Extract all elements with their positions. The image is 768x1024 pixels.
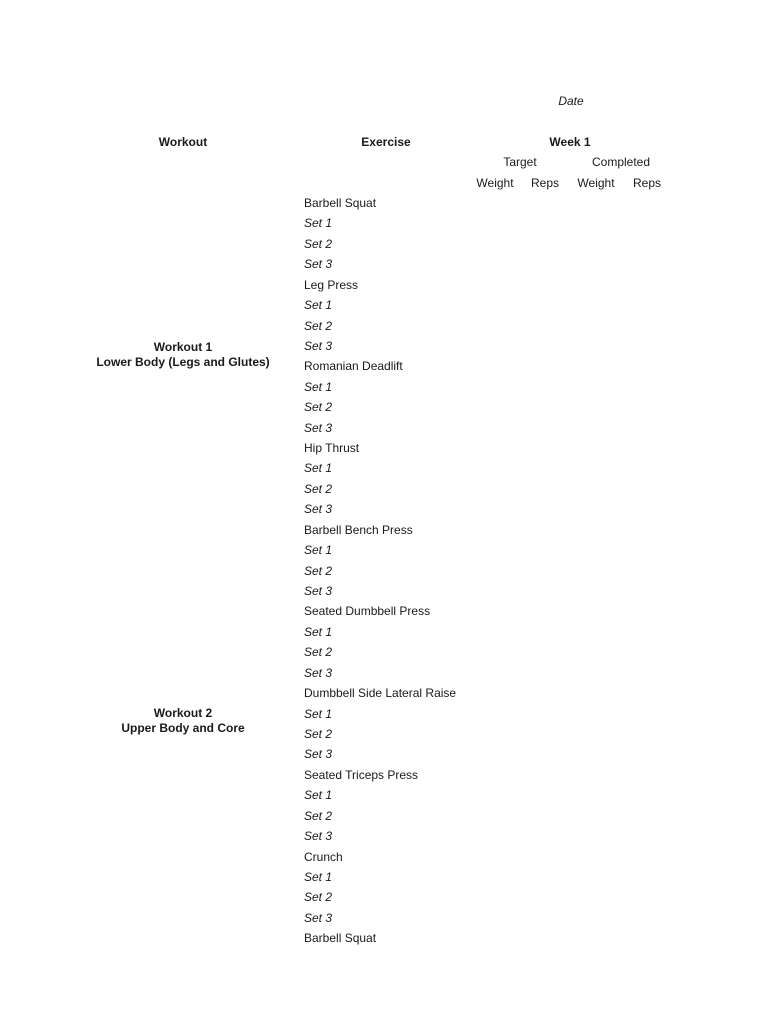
date-label: Date xyxy=(558,94,584,108)
completed-header: Completed xyxy=(591,155,651,169)
set-row: Set 3 xyxy=(304,910,333,925)
workout-subtitle: Lower Body (Legs and Glutes) xyxy=(96,355,270,369)
completed-reps-header: Reps xyxy=(632,176,662,190)
set-row: Set 3 xyxy=(304,257,333,272)
set-row: Set 3 xyxy=(304,584,333,599)
set-row: Set 2 xyxy=(304,236,333,251)
set-row: Set 1 xyxy=(304,706,333,721)
workout-column-header: Workout xyxy=(158,135,208,149)
target-reps-header: Reps xyxy=(530,176,560,190)
set-row: Set 2 xyxy=(304,808,333,823)
exercise-column-header: Exercise xyxy=(361,135,411,149)
set-row: Set 2 xyxy=(304,726,333,741)
set-row: Set 3 xyxy=(304,829,333,844)
set-row: Set 2 xyxy=(304,481,333,496)
set-row: Set 1 xyxy=(304,298,333,313)
workout-group-label xyxy=(96,340,269,370)
set-row: Set 3 xyxy=(304,420,333,435)
set-row: Set 1 xyxy=(304,788,333,803)
set-row: Set 2 xyxy=(304,645,333,660)
target-weight-header: Weight xyxy=(476,176,514,190)
exercise-row: Leg Press xyxy=(304,277,359,292)
exercise-row: Crunch xyxy=(304,849,343,864)
set-row: Set 3 xyxy=(304,665,333,680)
set-row: Set 3 xyxy=(304,747,333,762)
set-row: Set 1 xyxy=(304,461,333,476)
set-row: Set 1 xyxy=(304,216,333,231)
set-row: Set 2 xyxy=(304,890,333,905)
exercise-row: Seated Dumbbell Press xyxy=(304,604,431,619)
exercise-row: Barbell Bench Press xyxy=(304,522,413,537)
exercise-row: Dumbbell Side Lateral Raise xyxy=(304,686,457,701)
set-row: Set 2 xyxy=(304,563,333,578)
set-row: Set 3 xyxy=(304,502,333,517)
set-row: Set 1 xyxy=(304,379,333,394)
workout-name: Workout 2 xyxy=(153,706,213,720)
exercise-list xyxy=(304,195,456,951)
workout-name: Workout 1 xyxy=(153,340,213,354)
set-row: Set 1 xyxy=(304,869,333,884)
set-row: Set 1 xyxy=(304,624,333,639)
week-column-header: Week 1 xyxy=(549,135,591,149)
exercise-row: Barbell Squat xyxy=(304,931,377,946)
set-row: Set 2 xyxy=(304,318,333,333)
completed-weight-header: Weight xyxy=(577,176,615,190)
set-row: Set 3 xyxy=(304,338,333,353)
exercise-row: Hip Thrust xyxy=(304,441,360,456)
workout-subtitle: Upper Body and Core xyxy=(121,721,245,735)
workout-group-label xyxy=(121,706,244,736)
exercise-row: Seated Triceps Press xyxy=(304,767,419,782)
exercise-row: Romanian Deadlift xyxy=(304,359,403,374)
target-header: Target xyxy=(503,155,537,169)
set-row: Set 2 xyxy=(304,400,333,415)
exercise-row: Barbell Squat xyxy=(304,196,377,210)
set-row: Set 1 xyxy=(304,543,333,558)
